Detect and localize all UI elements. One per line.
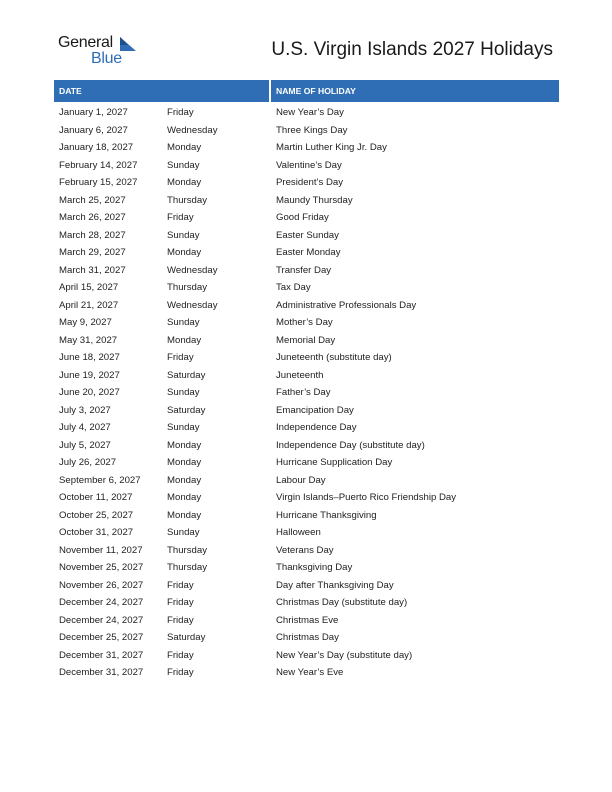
table-row (54, 559, 559, 577)
row-weekday: Monday (167, 439, 202, 451)
row-holiday-name: President’s Day (276, 177, 344, 188)
row-holiday-name: Hurricane Supplication Day (276, 457, 393, 468)
row-date: April 15, 2027 (59, 282, 119, 293)
row-weekday: Friday (167, 649, 194, 661)
table-row (54, 314, 559, 332)
table-row (54, 262, 559, 280)
row-holiday-name: Maundy Thursday (276, 194, 353, 206)
row-holiday-name: Independence Day (276, 422, 357, 433)
table-row (54, 349, 559, 367)
table-row (54, 174, 559, 192)
row-weekday: Friday (167, 579, 194, 591)
row-date: November 11, 2027 (59, 544, 143, 556)
row-date: January 18, 2027 (59, 142, 134, 153)
row-weekday: Friday (167, 352, 194, 363)
table-row (54, 297, 559, 315)
row-holiday-name: Veterans Day (276, 544, 334, 556)
row-weekday: Monday (167, 247, 202, 258)
table-row (54, 437, 559, 455)
row-holiday-name: Good Friday (276, 212, 329, 223)
row-holiday-name: Easter Sunday (276, 229, 339, 241)
row-weekday: Monday (167, 509, 202, 521)
table-row (54, 507, 559, 525)
row-holiday-name: Juneteenth (276, 369, 324, 381)
row-holiday-name: Father’s Day (276, 387, 331, 398)
row-holiday-name: New Year’s Eve (276, 667, 344, 678)
table-row (54, 139, 559, 157)
row-holiday-name: Juneteenth (substitute day) (276, 352, 392, 363)
row-date: March 26, 2027 (59, 212, 126, 223)
row-date: June 19, 2027 (59, 369, 120, 381)
row-holiday-name: Easter Monday (276, 247, 341, 258)
row-weekday: Wednesday (167, 124, 218, 136)
row-date: March 28, 2027 (59, 229, 126, 241)
row-date: February 15, 2027 (59, 177, 138, 188)
row-date: December 24, 2027 (59, 614, 144, 626)
row-weekday: Thursday (167, 562, 207, 573)
row-holiday-name: Tax Day (276, 282, 311, 293)
row-holiday-name: Mother’s Day (276, 317, 333, 328)
holiday-table (54, 80, 559, 682)
row-weekday: Monday (167, 474, 202, 486)
row-holiday-name: New Year’s Day (276, 107, 344, 118)
table-row (54, 664, 559, 682)
table-row (54, 209, 559, 227)
row-date: July 5, 2027 (59, 439, 111, 451)
row-holiday-name: Day after Thanksgiving Day (276, 579, 394, 591)
row-weekday: Saturday (167, 369, 206, 381)
table-row (54, 279, 559, 297)
row-weekday: Friday (167, 212, 194, 223)
row-weekday: Thursday (167, 194, 207, 206)
row-weekday: Sunday (167, 387, 200, 398)
row-holiday-name: Memorial Day (276, 334, 336, 346)
table-row (54, 104, 559, 122)
table-header (54, 80, 559, 102)
row-holiday-name: Thanksgiving Day (276, 562, 353, 573)
row-holiday-name: Independence Day (substitute day) (276, 439, 425, 451)
table-row (54, 402, 559, 420)
row-weekday: Friday (167, 597, 194, 608)
row-holiday-name: Transfer Day (276, 264, 332, 276)
table-row (54, 122, 559, 140)
table-row (54, 227, 559, 245)
page-title: U.S. Virgin Islands 2027 Holidays (271, 39, 553, 60)
row-weekday: Sunday (167, 422, 200, 433)
row-holiday-name: Christmas Day (substitute day) (276, 597, 408, 608)
row-weekday: Sunday (167, 229, 200, 241)
row-weekday: Sunday (167, 159, 200, 171)
row-date: November 25, 2027 (59, 562, 144, 573)
row-date: March 25, 2027 (59, 194, 126, 206)
row-holiday-name: Administrative Professionals Day (276, 299, 417, 311)
row-weekday: Sunday (167, 317, 200, 328)
table-row (54, 629, 559, 647)
row-date: October 11, 2027 (59, 492, 133, 503)
table-row (54, 489, 559, 507)
row-weekday: Sunday (167, 527, 200, 538)
row-weekday: Wednesday (167, 264, 218, 276)
logo-word-blue: Blue (91, 50, 122, 67)
row-date: May 31, 2027 (59, 334, 118, 346)
row-weekday: Wednesday (167, 299, 218, 311)
table-row (54, 472, 559, 490)
row-date: July 4, 2027 (59, 422, 111, 433)
row-date: July 26, 2027 (59, 457, 117, 468)
row-date: September 6, 2027 (59, 474, 141, 486)
table-row (54, 157, 559, 175)
row-holiday-name: Valentine’s Day (276, 159, 342, 171)
row-date: January 1, 2027 (59, 107, 128, 118)
table-row (54, 367, 559, 385)
row-holiday-name: Three Kings Day (276, 124, 348, 136)
row-weekday: Monday (167, 334, 202, 346)
row-weekday: Saturday (167, 404, 206, 416)
row-weekday: Monday (167, 177, 202, 188)
row-weekday: Thursday (167, 282, 207, 293)
row-weekday: Friday (167, 614, 194, 626)
row-holiday-name: Martin Luther King Jr. Day (276, 142, 387, 153)
table-row (54, 244, 559, 262)
row-date: February 14, 2027 (59, 159, 138, 171)
table-row (54, 332, 559, 350)
row-date: June 18, 2027 (59, 352, 120, 363)
row-holiday-name: Christmas Day (276, 632, 339, 643)
row-weekday: Monday (167, 142, 202, 153)
row-weekday: Saturday (167, 632, 206, 643)
row-date: January 6, 2027 (59, 124, 128, 136)
row-date: March 29, 2027 (59, 247, 126, 258)
row-weekday: Thursday (167, 544, 207, 556)
row-date: October 25, 2027 (59, 509, 134, 521)
logo-triangle-icon (120, 37, 136, 51)
row-holiday-name: Halloween (276, 527, 321, 538)
row-date: December 24, 2027 (59, 597, 144, 608)
row-holiday-name: Emancipation Day (276, 404, 354, 416)
table-row (54, 454, 559, 472)
table-row (54, 419, 559, 437)
row-holiday-name: Christmas Eve (276, 614, 339, 626)
generalblue-logo (58, 34, 148, 68)
row-weekday: Monday (167, 457, 202, 468)
row-weekday: Friday (167, 667, 194, 678)
row-date: July 3, 2027 (59, 404, 111, 416)
row-holiday-name: New Year’s Day (substitute day) (276, 649, 413, 661)
row-date: November 26, 2027 (59, 579, 144, 591)
table-row (54, 542, 559, 560)
table-row (54, 192, 559, 210)
table-body (54, 102, 559, 682)
row-date: December 25, 2027 (59, 632, 144, 643)
row-holiday-name: Virgin Islands–Puerto Rico Friendship Day (276, 492, 457, 503)
header-date: DATE (54, 80, 269, 102)
row-date: March 31, 2027 (59, 264, 126, 276)
row-weekday: Friday (167, 107, 194, 118)
row-date: December 31, 2027 (59, 649, 144, 661)
row-date: June 20, 2027 (59, 387, 120, 398)
table-row (54, 524, 559, 542)
row-weekday: Monday (167, 492, 202, 503)
row-date: December 31, 2027 (59, 667, 144, 678)
table-row (54, 612, 559, 630)
logo-word-general: General (58, 34, 113, 51)
row-date: May 9, 2027 (59, 317, 112, 328)
row-date: April 21, 2027 (59, 299, 119, 311)
header-holiday: NAME OF HOLIDAY (271, 80, 559, 102)
table-row (54, 384, 559, 402)
table-row (54, 594, 559, 612)
row-holiday-name: Hurricane Thanksgiving (276, 509, 377, 521)
table-row (54, 647, 559, 665)
row-date: October 31, 2027 (59, 527, 134, 538)
table-row (54, 577, 559, 595)
row-holiday-name: Labour Day (276, 474, 326, 486)
